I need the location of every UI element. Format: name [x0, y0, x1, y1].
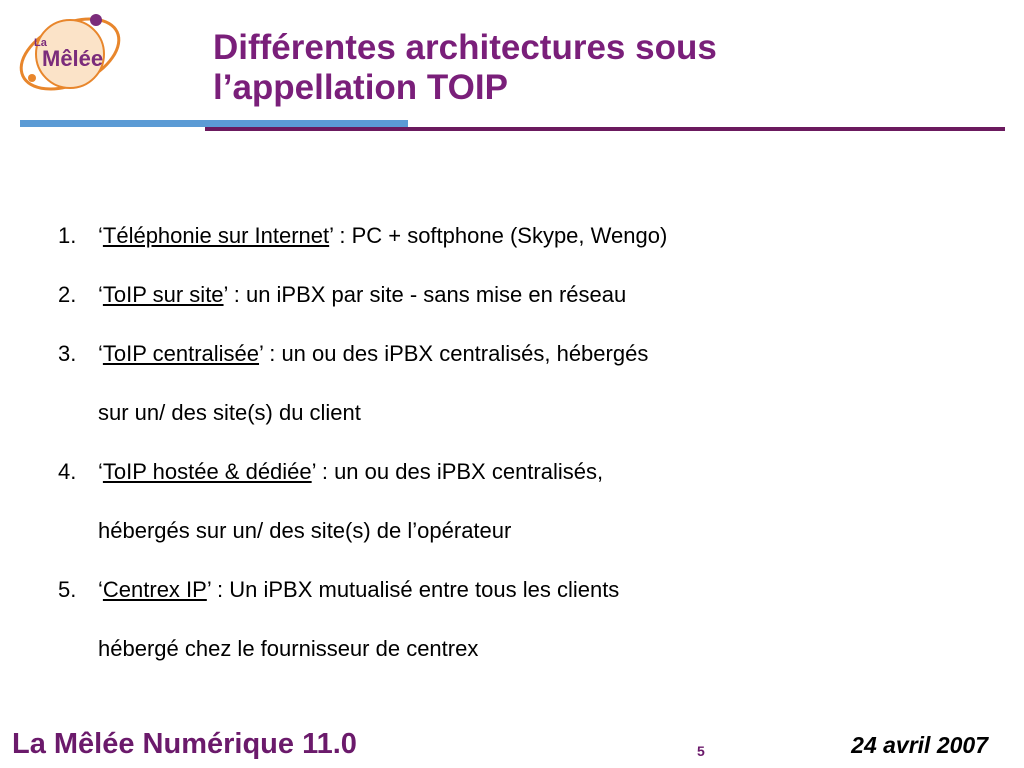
open-quote: ‘ — [98, 282, 103, 307]
item-term: ToIP centralisée — [102, 341, 260, 366]
list-item — [58, 265, 988, 324]
item-line — [98, 206, 988, 265]
item-continuation: hébergé chez le fournisseur de centrex — [98, 636, 479, 661]
item-line — [98, 265, 988, 324]
item-number: 4. — [58, 459, 77, 484]
item-term: Centrex IP — [102, 577, 207, 602]
item-line — [98, 560, 988, 619]
list-item — [58, 442, 988, 560]
item-number: 5. — [58, 577, 77, 602]
open-quote: ‘ — [98, 223, 103, 248]
item-continuation: sur un/ des site(s) du client — [98, 400, 361, 425]
slide-title — [213, 28, 1013, 108]
title-line-2: l’appellation TOIP — [213, 68, 508, 107]
item-number: 3. — [58, 341, 77, 366]
footer-date: 24 avril 2007 — [851, 732, 988, 758]
title-line-1: Différentes architectures sous — [213, 28, 717, 67]
la-melee-logo — [10, 6, 130, 100]
open-quote: ‘ — [98, 459, 103, 484]
item-line — [98, 324, 988, 383]
item-term: ToIP sur site — [102, 282, 224, 307]
logo-text-small: La — [34, 37, 47, 49]
item-term: Téléphonie sur Internet — [102, 223, 330, 248]
title-rule-purple — [205, 127, 1005, 131]
item-description: ’ : un ou des iPBX centralisés, hébergés — [259, 341, 649, 366]
logo-text-main: Mêlée — [42, 46, 104, 71]
item-description: ’ : PC + softphone (Skype, Wengo) — [329, 223, 668, 248]
open-quote: ‘ — [98, 577, 103, 602]
list-item — [58, 324, 988, 442]
item-term: ToIP hostée & dédiée — [102, 459, 312, 484]
item-continuation: hébergés sur un/ des site(s) de l’opérateur — [98, 518, 512, 543]
list-item — [58, 206, 988, 265]
item-number: 1. — [58, 223, 77, 248]
open-quote: ‘ — [98, 341, 103, 366]
footer-event-name: La Mêlée Numérique 11.0 — [12, 728, 357, 760]
item-line — [98, 442, 988, 501]
logo-graphic — [10, 6, 130, 100]
architecture-list — [58, 206, 988, 678]
item-description: ’ : Un iPBX mutualisé entre tous les clients — [206, 577, 620, 602]
slide-number: 5 — [697, 743, 705, 759]
list-item — [58, 560, 988, 678]
title-rule-blue — [20, 120, 408, 127]
item-description: ’ : un iPBX par site - sans mise en réseau — [223, 282, 627, 307]
item-description: ’ : un ou des iPBX centralisés, — [311, 459, 604, 484]
item-number: 2. — [58, 282, 77, 307]
